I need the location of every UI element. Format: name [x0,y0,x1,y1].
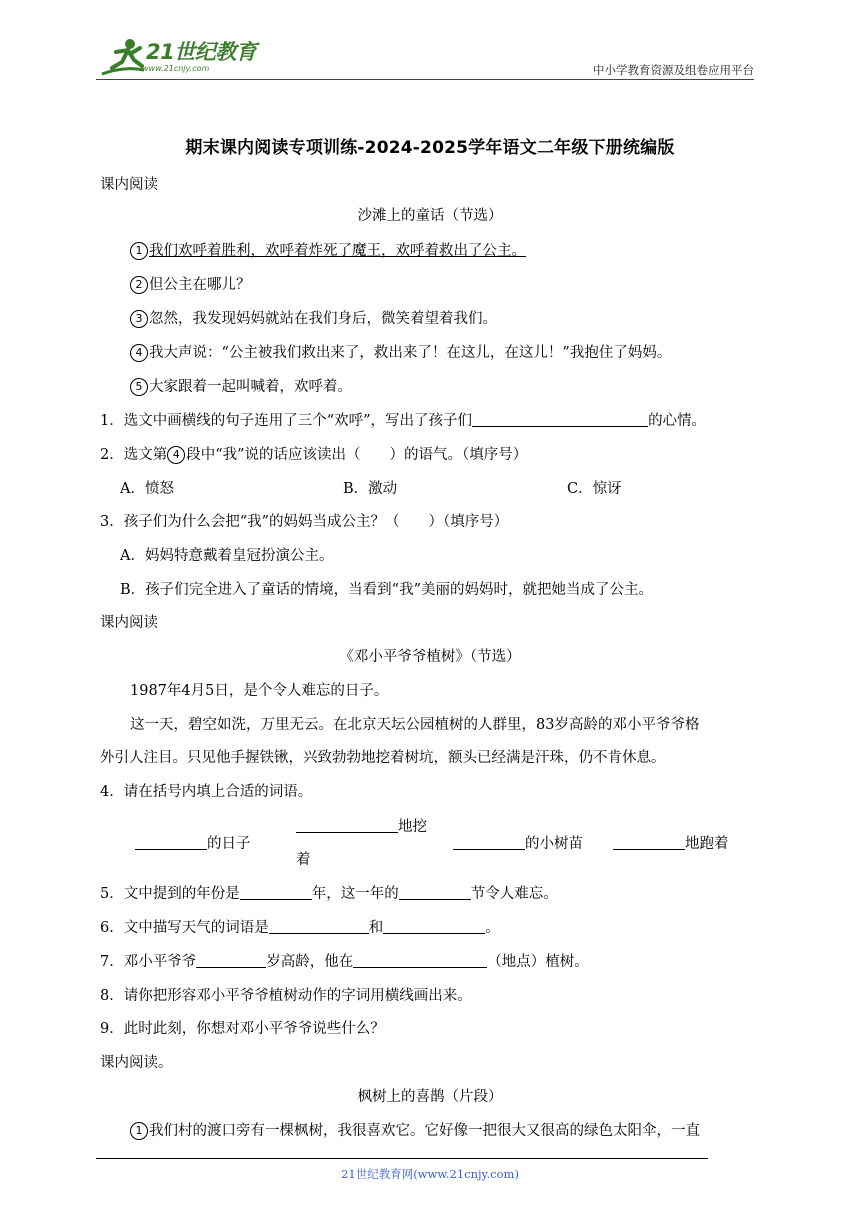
paragraph-number: 2 [130,276,148,294]
question-text: 和 [368,920,384,936]
q4-item-4 [613,834,729,854]
paragraph-text: 但公主在哪儿？ [149,277,251,293]
paragraph-1 [130,1121,700,1141]
item-text: 的日子 [207,836,251,852]
answer-blank[interactable] [135,834,207,850]
underlined-sentence: 我们欢呼着胜利，欢呼着炸死了魔王，欢呼着救出了公主。 [149,243,526,259]
paragraph-text: 这一天，碧空如洗，万里无云。在北京天坛公园植树的人群里，83岁高龄的邓小平爷爷格 [130,717,700,733]
option-a: A．愤怒 [120,481,174,497]
paragraph-number: 1 [130,1122,148,1140]
section3-passage-title: 枫树上的喜鹊（片段） [357,1089,503,1105]
question-4: 4．请在括号内填上合适的词语。 [100,784,313,800]
paragraph-2 [130,275,251,295]
answer-blank[interactable] [240,884,312,900]
question-text: 的心情。 [648,413,707,429]
question-9: 9．此时此刻，你想对邓小平爷爷说些什么？ [100,1021,385,1037]
answer-blank[interactable] [472,411,648,427]
question-text: 2．选文第 [100,447,168,463]
answer-blank[interactable] [399,884,471,900]
option-b: B．激动 [343,481,398,497]
answer-blank[interactable] [353,952,487,968]
item-text: 地跑着 [685,836,729,852]
paragraph-5 [130,377,352,397]
question-text: （地点）植树。 [487,954,589,970]
question-1 [100,411,706,431]
item-text: 的小树苗 [525,836,583,852]
paragraph-1 [130,241,526,261]
question-text: 1．选文中画横线的句子连用了三个“欢呼”，写出了孩子们 [100,413,473,429]
paragraph-text: 我们村的渡口旁有一棵枫树，我很喜欢它。它好像一把很大又很高的绿色太阳伞，一直 [149,1123,700,1139]
q4-item-3 [453,834,583,854]
section3-label: 课内阅读。 [100,1055,173,1071]
question-text: 5．文中提到的年份是 [100,886,240,902]
answer-blank[interactable] [296,817,398,833]
question-8: 8．请你把形容邓小平爷爷植树动作的字词用横线画出来。 [100,988,472,1004]
item-text: 地挖 [398,819,427,835]
option-c: C．惊讶 [567,481,622,497]
question-3: 3．孩子们为什么会把“我”的妈妈当成公主？（ ）（填序号） [100,514,509,530]
question-text: 段中“我”说的话应该读出（ ）的语气。（填序号） [186,447,528,463]
q4-item-2 [296,817,427,837]
header-platform-text: 中小学教育资源及组卷应用平台 [593,63,754,77]
question-text: 7．邓小平爷爷 [100,954,197,970]
paragraph-number: 3 [130,310,148,328]
question-text: 节令人难忘。 [470,886,558,902]
question-text: 6．文中描写天气的词语是 [100,920,269,936]
q4-item-1 [135,834,251,854]
footer-text[interactable]: 21世纪教育网(www.21cnjy.com) [341,1167,519,1181]
section1-label: 课内阅读 [100,177,158,193]
paragraph-3 [130,309,497,329]
q4-item-2-wrap: 着 [296,852,311,868]
option-a: A．妈妈特意戴着皇冠扮演公主。 [120,548,334,564]
question-text: 年，这一年的 [311,886,399,902]
page-title: 期末课内阅读专项训练-2024-2025学年语文二年级下册统编版 [185,138,675,158]
paragraph-number: 5 [130,378,148,396]
answer-blank[interactable] [453,834,525,850]
paragraph-number: 4 [130,344,148,362]
paragraph-4 [130,343,671,363]
paragraph-text: 忽然，我发现妈妈就站在我们身后，微笑着望着我们。 [149,311,497,327]
paragraph-text: 大家跟着一起叫喊着，欢呼着。 [149,379,352,395]
question-5 [100,884,558,904]
section2-passage-title: 《邓小平爷爷植树》（节选） [339,649,521,665]
header-divider [96,79,754,80]
question-7 [100,952,589,972]
question-6 [100,918,500,938]
paragraph-number: 4 [167,446,185,464]
question-2 [100,445,527,465]
answer-blank[interactable] [383,918,485,934]
paragraph-text: 外引人注目。只见他手握铁锹，兴致勃勃地挖着树坑，额头已经满是汗珠，仍不肯休息。 [100,750,666,766]
question-text: 。 [485,920,500,936]
footer-divider [96,1158,708,1159]
question-text: 岁高龄，他在 [266,954,354,970]
paragraph-number: 1 [130,242,148,260]
section1-passage-title: 沙滩上的童话（节选） [357,208,503,224]
section2-label: 课内阅读 [100,615,158,631]
paragraph-text: 1987年4月5日，是个令人难忘的日子。 [130,683,389,699]
answer-blank[interactable] [269,918,369,934]
logo-url: www.21cnjy.com [142,64,210,73]
answer-blank[interactable] [613,834,685,850]
option-b: B．孩子们完全进入了童话的情境，当看到“我”美丽的妈妈时，就把她当成了公主。 [120,582,653,598]
paragraph-text: 我大声说：“公主被我们救出来了，救出来了！在这儿，在这儿！”我抱住了妈妈。 [149,345,672,361]
logo-text: 21世纪教育 [146,40,257,64]
answer-blank[interactable] [196,952,266,968]
